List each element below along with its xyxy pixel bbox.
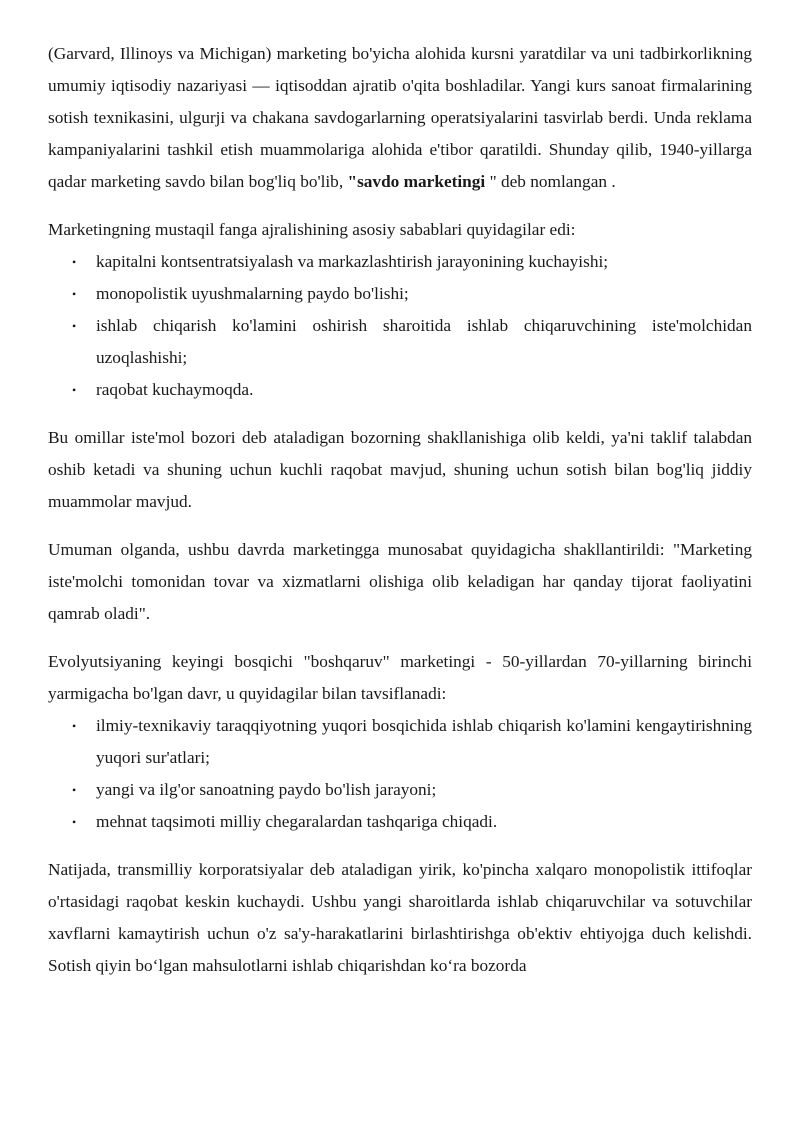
- bullet-icon: •: [72, 783, 77, 797]
- reasons-list: [48, 246, 752, 406]
- list-item-text: kapitalni kontsentratsiyalash va markazlashtirish jarayonining kuchayishi;: [96, 252, 609, 271]
- paragraph-intro-tail: " deb nomlangan .: [485, 172, 616, 191]
- list-item-text: raqobat kuchaymoqda.: [96, 380, 254, 399]
- bullet-icon: •: [72, 287, 77, 301]
- list-item: [48, 278, 752, 310]
- list-item-text: mehnat taqsimoti milliy chegaralardan tashqariga chiqadi.: [96, 812, 498, 831]
- list-item: [48, 310, 752, 374]
- list-item: [48, 374, 752, 406]
- bullet-icon: •: [72, 383, 77, 397]
- bold-term-savdo-marketingi: "savdo marketingi: [347, 172, 486, 191]
- list-item: [48, 246, 752, 278]
- paragraph-intro-text: (Garvard, Illinoys va Michigan) marketing bo'yicha alohida kursni yaratdilar va uni tadbirkorlikning umumiy iqtisodiy nazariyasi — iqtisoddan ajratib o'qita boshladilar. Yangi kurs sanoat firmalarining sotish texnikasini, ulgurji va chakana savdogarlarning operatsiyalarini tasvirlab berdi. Unda reklama kampaniyalarini tashkil etish muammolariga alohida e'tibor qaratildi. Shunday qilib, 1940-yillarga qadar marketing savdo bilan bog'liq bo'lib,: [48, 44, 752, 191]
- list-item-text: ishlab chiqarish ko'lamini oshirish sharoitida ishlab chiqaruvchining iste'molchidan uzoqlashishi;: [96, 316, 752, 367]
- paragraph-intro: [48, 38, 752, 198]
- paragraph-reasons-lead: Marketingning mustaqil fanga ajralishining asosiy sabablari quyidagilar edi:: [48, 220, 576, 239]
- bullet-icon: •: [72, 255, 77, 269]
- list-item: [48, 710, 752, 774]
- bullet-icon: •: [72, 815, 77, 829]
- management-stage-list: [48, 710, 752, 838]
- list-item-text: monopolistik uyushmalarning paydo bo'lishi;: [96, 284, 409, 303]
- paragraph-management-stage: Evolyutsiyaning keyingi bosqichi "boshqaruv" marketingi - 50-yillardan 70-yillarning birinchi yarmigacha bo'lgan davr, u quyidagilar bilan tavsiflanadi:: [48, 652, 752, 703]
- bullet-icon: •: [72, 719, 77, 733]
- list-item-text: yangi va ilg'or sanoatning paydo bo'lish jarayoni;: [96, 780, 437, 799]
- paragraph-consumer-market: Bu omillar iste'mol bozori deb ataladigan bozorning shakllanishiga olib keldi, ya'ni taklif talabdan oshib ketadi va shuning uchun kuchli raqobat mavjud, shuning uchun sotish bilan bog'liq jiddiy muammolar mavjud.: [48, 428, 752, 511]
- list-item: [48, 806, 752, 838]
- bullet-icon: •: [72, 319, 77, 333]
- list-item-text: ilmiy-texnikaviy taraqqiyotning yuqori bosqichida ishlab chiqarish ko'lamini kengaytirishning yuqori sur'atlari;: [96, 716, 752, 767]
- paragraph-marketing-definition: Umuman olganda, ushbu davrda marketingga munosabat quyidagicha shakllantirildi: "Marketing iste'molchi tomonidan tovar va xizmatlarni olishiga olib keladigan har qanday tijorat faoliyatini qamrab oladi".: [48, 540, 752, 623]
- list-item: [48, 774, 752, 806]
- paragraph-transnational: Natijada, transmilliy korporatsiyalar deb ataladigan yirik, ko'pincha xalqaro monopolistik ittifoqlar o'rtasidagi raqobat keskin kuchaydi. Ushbu yangi sharoitlarda ishlab chiqaruvchilar va sotuvchilar xavflarni kamaytirish uchun o'z sa'y-harakatlarini birlashtirishga ob'ektiv ehtiyojga duch kelishdi. Sotish qiyin bo‘lgan mahsulotlarni ishlab chiqarishdan ko‘ra bozorda: [48, 860, 752, 975]
